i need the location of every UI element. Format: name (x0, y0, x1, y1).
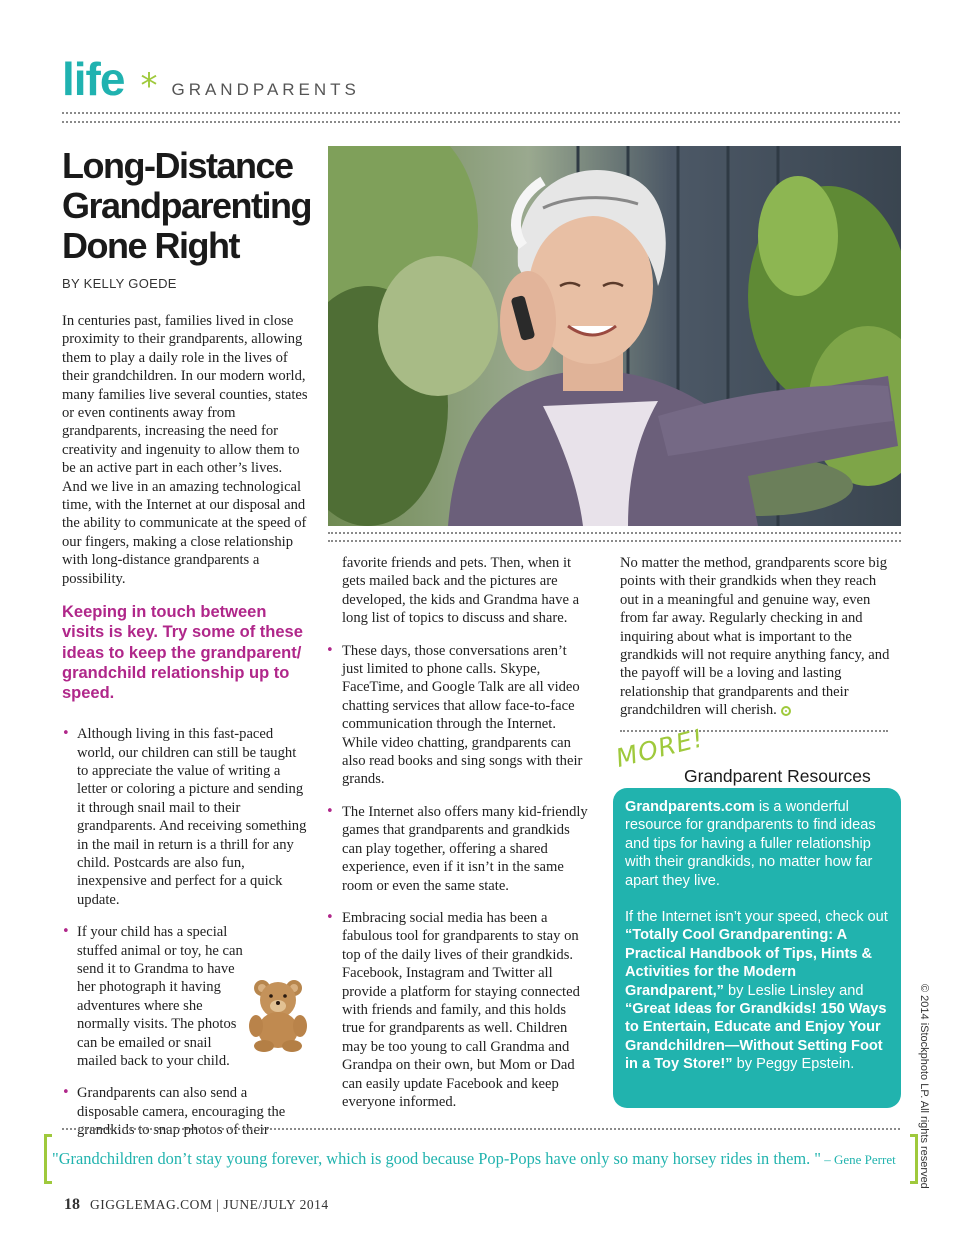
resource-link[interactable]: Grandparents.com (625, 799, 755, 815)
list-item (62, 725, 310, 909)
list-item (326, 642, 590, 789)
pull-quote: Keeping in touch between visits is key. Try some of these ideas to keep the grandparent/ grandchild relationship up to speed. (62, 603, 303, 702)
book-title: “Great Ideas for Grandkids! 150 Ways to Entertain, Educate and Enjoy Your Grandchildren—Without Setting Foot in a Toy Store!” (625, 1001, 887, 1073)
tips-list (326, 642, 590, 1112)
page-footer (64, 1196, 329, 1214)
byline: BY KELLY GOEDE (62, 276, 177, 291)
conclusion-paragraph (620, 554, 890, 720)
resource-text: by Peggy Epstein. (732, 1056, 855, 1073)
more-label: MORE! (612, 723, 707, 773)
asterisk-icon: * (140, 66, 158, 106)
resource-text: is a wonderful resource for grandparents to find ideas and tips for having a fuller relationship with their grandkids, no matter how far apart they live. (625, 799, 876, 889)
footer-text: GIGGLEMAG.COM | JUNE/JULY 2014 (90, 1197, 329, 1212)
end-mark-icon (781, 706, 791, 716)
subsection-name: GRANDPARENTS (171, 80, 360, 99)
list-item (326, 909, 590, 1111)
divider (62, 1128, 900, 1130)
resource-paragraph (625, 908, 891, 1074)
divider (62, 112, 900, 114)
divider (328, 540, 901, 542)
resources-box (613, 788, 901, 1108)
list-item (62, 1084, 310, 1139)
title-line: Done Right (62, 225, 239, 266)
footer-quote (52, 1149, 912, 1169)
book-title: “Totally Cool Grandparenting: A Practical Handbook of Tips, Hints & Activities for the Modern Grandparent,” (625, 927, 873, 999)
continued-paragraph: favorite friends and pets. Then, when it gets mailed back and the pictures are developed, the kids and Grandma have a long list of topics to discuss and share. (342, 555, 580, 627)
section-header (62, 52, 360, 108)
photo-copyright: © 2014 iStockphoto LP. All rights reserved (918, 984, 930, 1189)
list-item (326, 803, 590, 895)
list-item-text: Grandparents can also send a disposable camera, encouraging the grandkids to snap photos of their (77, 1085, 286, 1139)
divider (328, 532, 901, 534)
resource-text: If the Internet isn’t your speed, check out (625, 909, 888, 926)
section-name: life (62, 53, 125, 105)
article-title (62, 146, 324, 266)
title-line: Grandparenting (62, 185, 312, 226)
list-item-text: The Internet also offers many kid-friendly games that grandparents and grandkids can play together, offering a shared experience, even if it isn’t in the same room or even the same state. (342, 803, 588, 894)
woman-on-phone-photo (328, 146, 901, 526)
divider (620, 730, 888, 732)
intro-paragraph: In centuries past, families lived in close proximity to their grandparents, allowing them to play a daily role in the lives of their grandchildren. In our modern world, many families live several counties, states or even continents away from grandparents, increasing the need for creativity and ingenuity to allow them to be an active part in each other’s lives. And we live in an amazing technological time, with the Internet at our disposal and the ability to communicate at the speed of our fingers, making a close relationship with long-distance grandparents a possibility. (62, 313, 308, 587)
quote-attribution: – Gene Perret (820, 1152, 896, 1167)
list-item-text: Although living in this fast-paced world, our children can still be taught to appreciate the value of writing a letter or coloring a picture and sending it through snail mail to their grandparents. And receiving something in the mail in return is a thrill for any child. Postcards are also fun, inexpensive and perfect for a quick update. (77, 726, 307, 908)
resource-paragraph (625, 798, 891, 890)
title-line: Long-Distance (62, 145, 293, 186)
list-item-text: If your child has a special stuffed animal or toy, he can send it to Grandma to have her photograph it having adventures where she normally visits. The photos can be emailed or snail mailed back to your child. (77, 924, 243, 1070)
tips-list (62, 725, 310, 1140)
list-item-text: Embracing social media has been a fabulous tool for grandparents to stay on top of the daily lives of their grandkids. Facebook, Instagram and Twitter all provide a platform for staying connected with friends and family, and this holds true for grandparents as well. Children may be too young to call Grandma and Grandpa on their own, but Mom or Dad can easily update Facebook and keep everyone informed. (342, 909, 580, 1110)
quote-text: "Grandchildren don’t stay young forever, which is good because Pop-Pops have only so many horsey rides in them. " (52, 1149, 821, 1168)
bracket-left (44, 1134, 52, 1184)
resource-text: by Leslie Linsley and (723, 982, 864, 999)
list-item-text: These days, those conversations aren’t just limited to phone calls. Skype, FaceTime, and Google Talk are all video chatting services that allow face-to-face communication through the Internet. While video chatting, grandparents can also read books and sing songs with their grands. (342, 642, 583, 788)
column-3 (620, 554, 890, 734)
resources-title: Grandparent Resources (684, 766, 871, 786)
teddy-bear-icon (244, 976, 314, 1052)
column-2 (326, 554, 590, 1125)
divider (62, 121, 900, 123)
page-number: 18 (64, 1196, 80, 1213)
conclusion-text: No matter the method, grandparents score big points with their grandkids when they reach out in a meaningful and genuine way, even from far away. Regularly checking in and inquiring about what is important to the grandkids will not require anything fancy, and the payoff will be a loving and lasting relationship that grandparents and their grandchildren will cherish. (620, 555, 890, 719)
